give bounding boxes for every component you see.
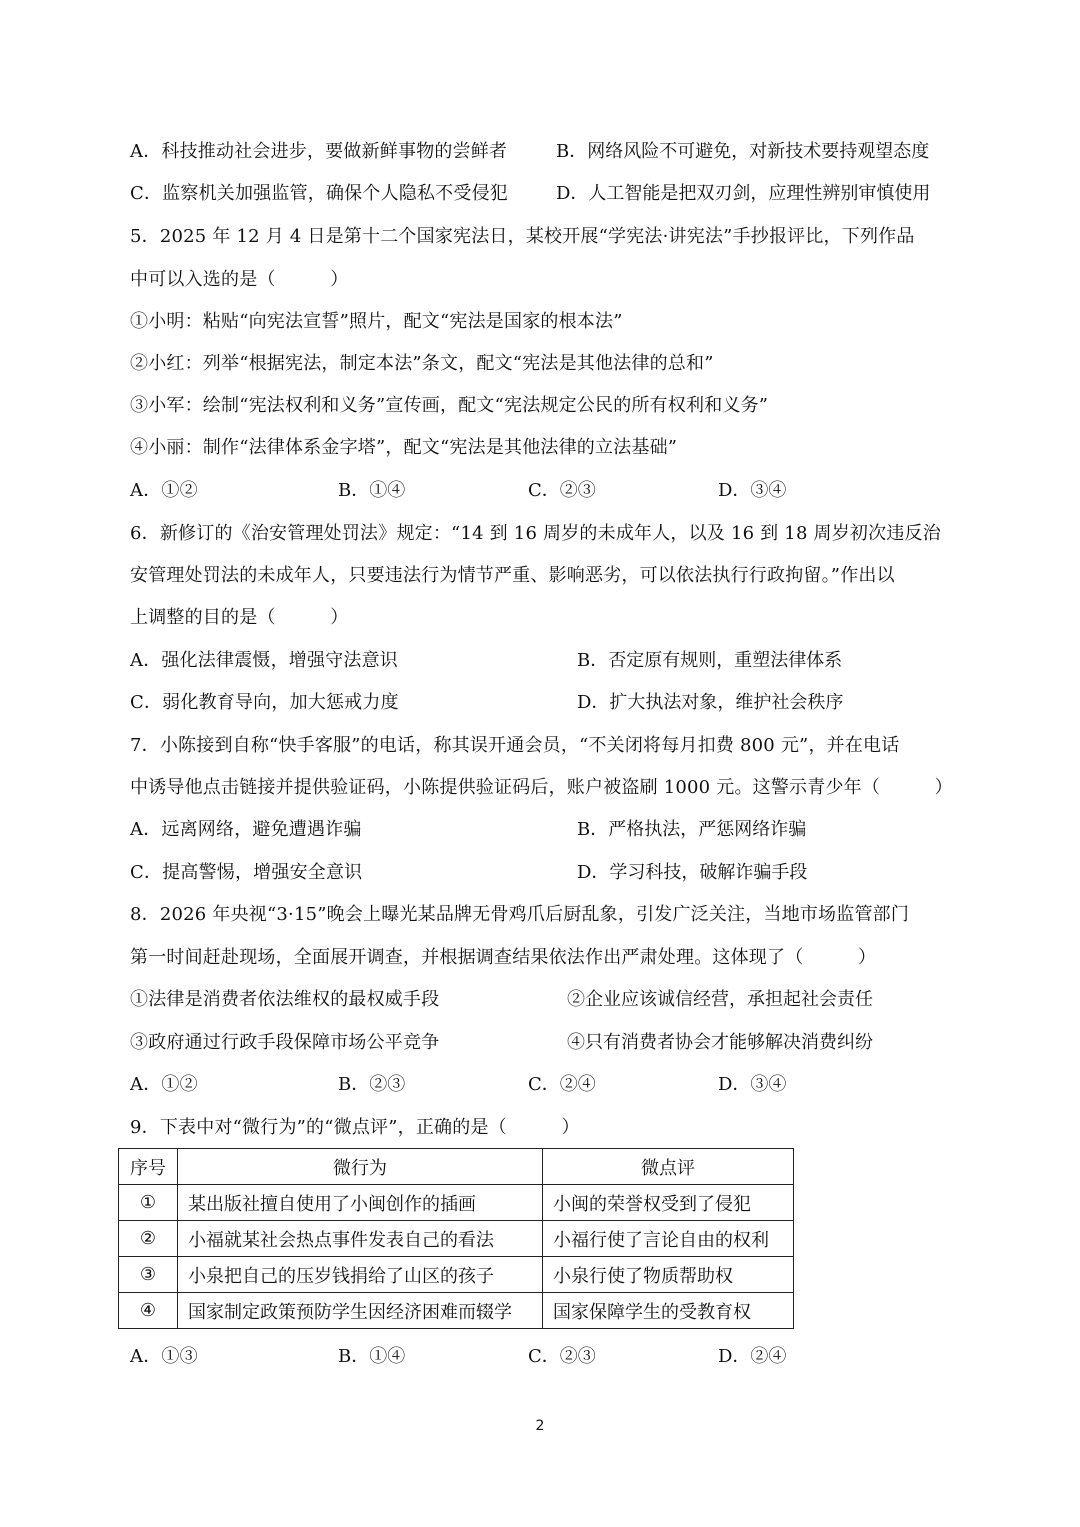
q5-option-d: D．③④ xyxy=(718,480,787,501)
q5-option-b: B．①④ xyxy=(338,480,406,501)
q6-stem-line1: 6．新修订的《治安管理处罚法》规定：“14 到 16 周岁的未成年人，以及 16 到 18 周岁初次违反治 xyxy=(130,523,941,544)
q8-item-4: ④只有消费者协会才能够解决消费纠纷 xyxy=(567,1032,873,1053)
q5-item-1: ①小明：粘贴“向宪法宣誓”照片，配文“宪法是国家的根本法” xyxy=(130,311,623,332)
row-comment: 小闽的荣誉权受到了侵犯 xyxy=(543,1185,794,1221)
header-seq: 序号 xyxy=(119,1149,178,1185)
q9-option-d: D．②④ xyxy=(718,1346,787,1367)
q6-option-b: B．否定原有规则，重塑法律体系 xyxy=(577,650,843,671)
row-behavior: 小福就某社会热点事件发表自己的看法 xyxy=(178,1221,543,1257)
table-row xyxy=(119,1221,794,1257)
q7-option-d: D．学习科技，破解诈骗手段 xyxy=(577,862,808,883)
row-comment: 小福行使了言论自由的权利 xyxy=(543,1221,794,1257)
q4-option-b: B．网络风险不可避免，对新技术要持观望态度 xyxy=(556,141,930,162)
q6-option-d: D．扩大执法对象，维护社会秩序 xyxy=(577,692,844,713)
q6-stem-line3: 上调整的目的是（ ） xyxy=(130,607,349,628)
q7-option-c: C．提高警惕，增强安全意识 xyxy=(130,862,363,883)
q5-item-4: ④小丽：制作“法律体系金字塔”，配文“宪法是其他法律的立法基础” xyxy=(130,437,678,458)
q7-option-b: B．严格执法，严惩网络诈骗 xyxy=(577,819,807,840)
q7-stem-line2: 中诱导他点击链接并提供验证码，小陈提供验证码后，账户被盗刷 1000 元。这警示青少年（ ） xyxy=(130,777,953,798)
q5-stem-line2: 中可以入选的是（ ） xyxy=(130,269,349,290)
row-seq: ④ xyxy=(119,1293,178,1329)
q5-option-c: C．②③ xyxy=(528,480,596,501)
header-behavior: 微行为 xyxy=(178,1149,543,1185)
q5-option-a: A．①② xyxy=(130,480,198,501)
q8-stem-line1: 8．2026 年央视“3·15”晚会上曝光某品牌无骨鸡爪后厨乱象，引发广泛关注，当地市场监管部门 xyxy=(130,904,910,925)
q9-option-c: C．②③ xyxy=(528,1346,596,1367)
row-behavior: 某出版社擅自使用了小闽创作的插画 xyxy=(178,1185,543,1221)
q8-option-b: B．②③ xyxy=(338,1074,406,1095)
q8-item-1: ①法律是消费者依法维权的最权威手段 xyxy=(130,989,440,1010)
table-row xyxy=(119,1185,794,1221)
row-seq: ③ xyxy=(119,1257,178,1293)
q8-option-c: C．②④ xyxy=(528,1074,596,1095)
q6-option-c: C．弱化教育导向，加大惩戒力度 xyxy=(130,692,399,713)
q7-stem-line1: 7．小陈接到自称“快手客服”的电话，称其误开通会员，“不关闭将每月扣费 800 元”，并在电话 xyxy=(130,735,900,756)
row-behavior: 国家制定政策预防学生因经济困难而辍学 xyxy=(178,1293,543,1329)
q9-option-b: B．①④ xyxy=(338,1346,406,1367)
q4-option-c: C．监察机关加强监管，确保个人隐私不受侵犯 xyxy=(130,183,508,204)
row-seq: ② xyxy=(119,1221,178,1257)
q8-item-3: ③政府通过行政手段保障市场公平竞争 xyxy=(130,1032,440,1053)
q7-option-a: A．远离网络，避免遭遇诈骗 xyxy=(130,819,362,840)
q6-stem-line2: 安管理处罚法的未成年人，只要违法行为情节严重、影响恶劣，可以依法执行行政拘留。”作出以 xyxy=(130,565,895,586)
q9-option-a: A．①③ xyxy=(130,1346,198,1367)
q9-table xyxy=(118,1148,794,1329)
table-row xyxy=(119,1257,794,1293)
q5-item-2: ②小红：列举“根据宪法，制定本法”条文，配文“宪法是其他法律的总和” xyxy=(130,353,714,374)
q4-option-d: D．人工智能是把双刃剑，应理性辨别审慎使用 xyxy=(556,183,931,204)
q8-option-d: D．③④ xyxy=(718,1074,787,1095)
q5-stem-line1: 5．2025 年 12 月 4 日是第十二个国家宪法日，某校开展“学宪法·讲宪法”手抄报评比，下列作品 xyxy=(130,226,915,247)
table-header-row xyxy=(119,1149,794,1185)
q8-stem-line2: 第一时间赶赴现场，全面展开调查，并根据调查结果依法作出严肃处理。这体现了（ ） xyxy=(130,947,877,968)
q6-option-a: A．强化法律震慑，增强守法意识 xyxy=(130,650,398,671)
q8-option-a: A．①② xyxy=(130,1074,198,1095)
row-comment: 小泉行使了物质帮助权 xyxy=(543,1257,794,1293)
table-row xyxy=(119,1293,794,1329)
row-behavior: 小泉把自己的压岁钱捐给了山区的孩子 xyxy=(178,1257,543,1293)
row-seq: ① xyxy=(119,1185,178,1221)
q9-stem: 9．下表中对“微行为”的“微点评”，正确的是（ ） xyxy=(130,1117,580,1138)
q5-item-3: ③小军：绘制“宪法权利和义务”宣传画，配文“宪法规定公民的所有权利和义务” xyxy=(130,395,769,416)
page-number: 2 xyxy=(535,1418,545,1434)
header-comment: 微点评 xyxy=(543,1149,794,1185)
q8-item-2: ②企业应该诚信经营，承担起社会责任 xyxy=(567,989,873,1010)
row-comment: 国家保障学生的受教育权 xyxy=(543,1293,794,1329)
q4-option-a: A．科技推动社会进步，要做新鲜事物的尝鲜者 xyxy=(130,141,508,162)
